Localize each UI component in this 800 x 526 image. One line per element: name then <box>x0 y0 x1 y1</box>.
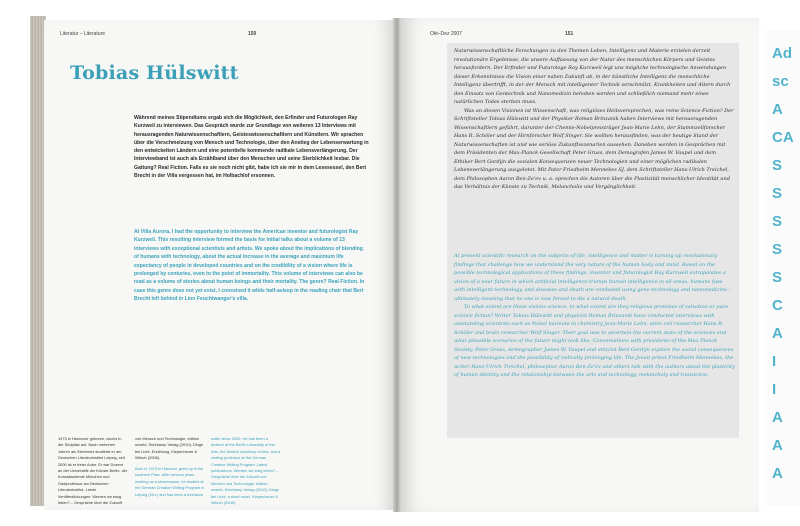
background-page-letters: Ad sc A CA S S S S S C A I I A A A <box>772 45 794 482</box>
intro-english: At Villa Aurora, I had the opportunity to interview the American inventor and futurologist Ray Kurzweil. This resulting interview formed the basis for initial talks about a volume of 13 interviews with exceptional scientists and artists. We spoke about the implications of blending of humans with technology, about the actual increase in the average and maximum life expectancy of people in developed countries and on the credibility of a vision where life is prolonged by centuries, even to the point of immortality. This volume of interviews can also be read as a volume of stories about human beings and their mortality. The genre? Real Fiction. In case this genre does not yet exist, I conceived it while half-asleep in the reading chair that Bert Brecht left behind in Lion Feuchtwanger's villa. <box>134 229 365 303</box>
book-gutter <box>393 18 401 512</box>
page-title: Tobias Hülswitt <box>70 62 239 84</box>
running-header-right: Okt–Dez 2007 <box>430 31 462 37</box>
page-number-right: 151 <box>565 31 574 37</box>
body-english-paragraph-1: At present scientific research on the subjects of life, intelligence and matter is turning up revolutionary findings that challenge how we understand the very nature of the human body and mind. Based on the possible technological applications of these findings, inventor and futurologist Ray Kurzweil extrapolates a vision of a near future in which artificial intelligence trumps human intelligence in all areas, humans fuse with intelligent technology, and diseases and death are combated using gene technology and nanomedicine – ultimately meaning that no one is now forced to die a natural death. <box>454 253 732 302</box>
body-german-paragraph-1: Naturwissenschaftliche Forschungen zu den Themen Leben, Intelligenz und Materie erzielen derzeit revolutionäre Ergebnisse, die unsere Auffassung von der Natur des menschlichen Körpers und Geistes herausfordern. Der Erfinder und Futurologe Ray Kurzweil legt uns mögliche technologische Anwendungen dieser Erkenntnisse die Vision einer nahen Zukunft ab, in der künstliche Intelligenz die menschliche Intelligenz übertrifft, in der der Mensch mit intelligenter Technik verschmilzt, Krankheiten und Altern durch den Einsatz von Gentechnik und Nanomedizin behoben werden und schließlich niemand mehr eines natürlichen Todes sterben muss. <box>454 48 731 105</box>
footnote-bio-english: Born in 1973 in Hanover, grew up in the southern Pfalz. After several years working as a stonemason, he studied at the German Creative Writing Program in Leipzig (DLL) and has been a freelance <box>135 466 205 497</box>
body-german-paragraph-2: Was an diesen Visionen ist Wissenschaft, was religiöses Heilsversprechen, was reine Science-Fiction? Der Schriftsteller Tobias Hülswitt und der Physiker Roman Brinzanik haben Interviews mit herausragenden Wissenschaftlern geführt, darunter der Chemie-Nobelpreisträger Jean-Marie Lehn, der Stammzellforscher Hans R. Schöler und der Hirnforscher Wolf Singer. Sie wollten herausfinden, was der heutige Stand der Naturwissenschaften ist und wie seriöse Zukunftsszenarien aussehen. Daneben werden in Gesprächen mit dem Präsidenten der Max-Planck-Gesellschaft Peter Gruss, dem Demografen James W. Vaupel und dem Ethiker Bert Gordijn die sozialen Konsequenzen neuer Technologien und einer möglichen radikalen Lebensverlängerung ausgelotet. Mit Pater Friedhelm Mennekes SJ, dem Schriftsteller Hans-Ulrich Treichel, dem Philosophen Aaron Ben-Ze'ev u. a. sprechen die Autoren über die Plastizität menschlicher Identität und das Verhältnis der Künste zu Technik, Melancholie und Vergänglichkeit. <box>454 107 734 190</box>
body-english-paragraph-2: To what extent are these visions science, to what extent are they religious promises of salvation or pure science fiction? Writer Tobias Hülswitt and physicist Roman Brinzanik have conducted interviews with outstanding scientists such as Nobel laureate in chemistry Jean-Marie Lehn, stem cell researcher Hans R. Schöler and brain researcher Wolf Singer. Their goal was to ascertain the current state of the sciences and what plausible scenarios of the future might look like. Conversations with presidents of the Max Planck Society, Peter Gruss, demographer James W. Vaupel and ethicist Bert Gordijn explore the social consequences of new technologies and the possibility of radically prolonging life. The Jesuit priest Friedhelm Mennekes, the writer Hans-Ulrich Treichel, philosopher Aaron Ben-Ze'ev and others talk with the authors about the plasticity of human identity and the relationship between the arts and technology, melancholy and transience. <box>454 304 735 378</box>
running-header-left: Literatur – Literature <box>60 31 106 37</box>
intro-german: Während meines Stipendiums ergab sich die Möglichkeit, den Erfinder und Futurologen Ray Kurzweil zu interviewen. Das Gespräch wurde zur Grundlage von weiteren 13 Interviews mit herausragenden Naturwissenschaftlern, Geisteswissenschaftlern und Künstlern. Wir sprachen über die Verschmelzung von Mensch und Technologie, über den Anstieg der Lebenserwartung in den entwickelten Ländern und eine potentielle kommende radikale Lebensverlängerung. Der Interviewband ist auch als Erzählband über den Menschen und seine Sterblichkeit lesbar. Die Gattung? Real Fiction. Falls es sie noch nicht gibt, habe ich sie mir in dem Lesesessel, den Bert Brecht in der Villa vergessen hat, im Holbachlof ersonnen. <box>134 115 369 180</box>
page-number-left: 150 <box>248 31 257 37</box>
footnote-books-german: von Mensch und Technologie, edition unseld, Suhrkamp Verlag (2010); Dinge bei Licht, Erzählung, Kiepenheuer & Witsch (2008). <box>135 436 204 461</box>
footnote-bio-german: 1973 in Hannover geboren, wuchs in der Südpfalz auf. Nach mehreren Jahren als Steinmetz studierte er am Deutschen Literaturinstitut Leipzig, seit 2000 ist er freier Autor. Er war Dozent an der Universität der Künste Berlin, der Kunstakademie München und Gastprofessor am Deutschen Literaturinstitut. Letzte Veröffentlichungen: Werden wir ewig leben? – Gespräche über die Zukunft <box>58 436 128 506</box>
footnote-more-english: writer since 2000. He has been a lecturer at the Berlin University of the Arts, the Munich Academy of Arts, and a visiting professor at the German Creative Writing Program. Latest publications: Werden wir ewig leben? – Gespräche über die Zukunft von Mensch und Technologie, edition unseld, Suhrkamp Verlag (2010); Dinge bei Licht, a short novel, Kiepenheuer & Witsch (2008). <box>211 436 281 506</box>
body-german <box>454 47 735 192</box>
body-english <box>454 252 735 380</box>
